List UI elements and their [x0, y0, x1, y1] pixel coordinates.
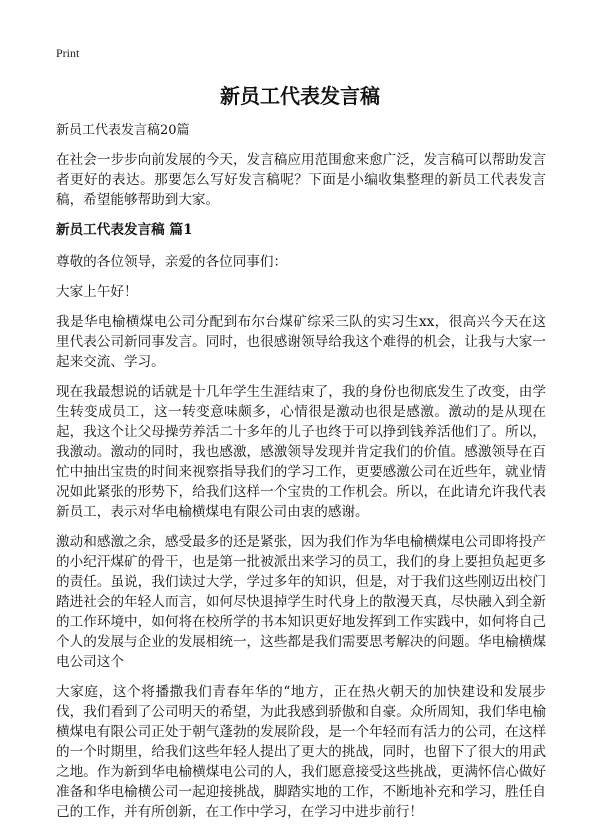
body-paragraph: 我是华电榆横煤电公司分配到布尔台煤矿综采三队的实习生xx，很高兴今天在这里代表公司新同事发言。同时，也很感谢领导给我这个难得的机会，让我与大家一起来交流、学习。 — [56, 314, 546, 370]
greeting-paragraph: 大家上午好！ — [56, 284, 138, 300]
body-paragraph: 激动和感激之余，感受最多的还是紧张，因为我们作为华电榆横煤电公司即将投产的小纪汗煤矿的骨干，也是第一批被派出来学习的员工，我们的身上要担负起更多的责任。虽说，我们读过大学，学过多年的知识，但是，对于我们这些刚迈出校门踏进社会的年轻人而言，如何尽快退掉学生时代身上的散漫天真，尽快融入到全新的工作环境中，如何将在校所学的书本知识更好地发挥到工作实践中，如何将自己个人的发展与企业的发展相统一，这些都是我们需要思考解决的问题。华电榆横煤电公司这个 — [56, 534, 546, 670]
document-subtitle: 新员工代表发言稿20篇 — [56, 123, 190, 138]
print-label[interactable]: Print — [56, 46, 80, 60]
body-paragraph: 现在我最想说的话就是十几年学生生涯结束了，我的身份也彻底发生了改变，由学生转变成员工，这一转变意味颇多，心情很是激动也很是感激。激动的是从现在起，我这个让父母操劳养活二十多年的儿子也终于可以挣到钱养活他们了。所以，我激动。激动的同时，我也感激，感激领导发现并肯定我们的价值。感激领导在百忙中抽出宝贵的时间来视察指导我们的学习工作，更要感激公司在近些年，就业情况如此紧张的形势下，给我们这样一个宝贵的工作机会。所以，在此请允许我代表新员工，表示对华电榆横煤电有限公司由衷的感谢。 — [56, 384, 546, 520]
salutation-paragraph: 尊敬的各位领导，亲爱的各位同事们： — [56, 254, 288, 270]
page-title: 新员工代表发言稿 — [220, 84, 380, 108]
intro-paragraph: 在社会一步步向前发展的今天，发言稿应用范围愈来愈广泛，发言稿可以帮助发言者更好的表达。那要怎么写好发言稿呢？下面是小编收集整理的新员工代表发言稿，希望能够帮助到大家。 — [56, 152, 546, 208]
document-body — [56, 122, 546, 832]
body-paragraph: 大家庭，这个将播撒我们青春年华的“地方，正在热火朝天的加快建设和发展步伐，我们看到了公司明天的希望，为此我感到骄傲和自豪。众所周知，我们华电榆横煤电有限公司正处于朝气蓬勃的发展阶段，是一个年轻而有活力的公司，在这样的一个时期里，给我们这些年轻人提出了更大的挑战，同时，也留下了很大的用武之地。作为新到华电榆横煤电公司的人，我们愿意接受这些挑战，更满怀信心做好准备和华电榆横公司一起迎接挑战，脚踏实地的工作，不断地补充和学习，胜任自己的工作，并有所创新，在工作中学习，在学习中进步前行！ — [56, 684, 546, 820]
section-heading: 新员工代表发言稿 篇1 — [56, 222, 193, 238]
